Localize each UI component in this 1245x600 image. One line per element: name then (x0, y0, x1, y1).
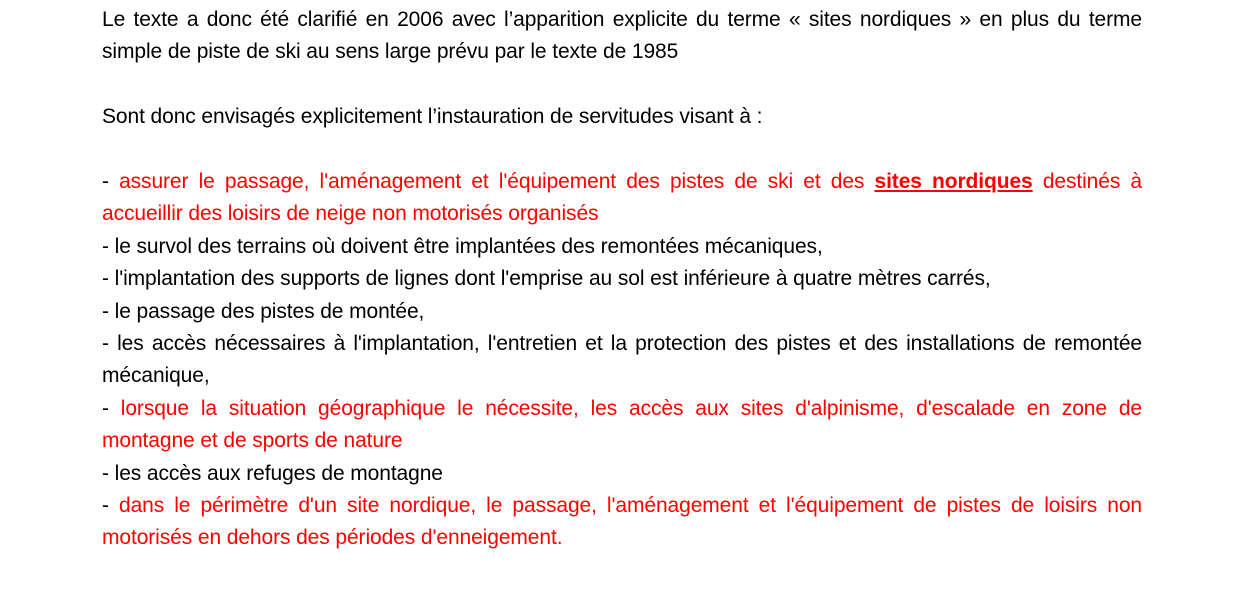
underlined-emphasis: sites nordiques (874, 170, 1033, 193)
lead-paragraph: Sont donc envisagés explicitement l’instauration de servitudes visant à : (102, 105, 763, 129)
paragraph-spacer (102, 134, 1142, 166)
document-body (102, 4, 1142, 555)
list-item-alpinism-access (102, 393, 1142, 458)
list-item: - le survol des terrains où doivent être implantées des remontées mécaniques, (102, 234, 823, 258)
highlighted-text: destinés à accueillir des loisirs de neige non motorisés organisés (102, 170, 1142, 226)
highlighted-text: lorsque la situation géographique le nécessite, les accès aux sites d'alpinisme, d'escalade en zone de montagne et de sports de nature (102, 396, 1142, 453)
list-item: - les accès aux refuges de montagne (102, 461, 443, 485)
list-item-nordic-site-perimeter (102, 490, 1142, 555)
list-dash: - (102, 494, 119, 518)
list-dash: - (102, 396, 121, 420)
list-dash: - (102, 170, 120, 193)
highlighted-text: dans le périmètre d'un site nordique, le passage, l'aménagement et l'équipement de pistes de loisirs non motorisés en dehors des périodes d'enneigement. (102, 494, 1142, 550)
list-item: - l'implantation des supports de lignes dont l'emprise au sol est inférieure à quatre mètres carrés, (102, 267, 991, 291)
paragraph-spacer (102, 69, 1142, 101)
intro-paragraph: Le texte a donc été clarifié en 2006 avec l’apparition explicite du terme « sites nordiques » en plus du terme simple de piste de ski au sens large prévu par le texte de 1985 (102, 8, 1142, 64)
highlighted-text: assurer le passage, l'aménagement et l'équipement des pistes de ski et des (119, 170, 875, 193)
list-item-nordic-sites (102, 166, 1142, 231)
list-item: - le passage des pistes de montée, (102, 299, 425, 323)
list-item: - les accès nécessaires à l'implantation, l'entretien et la protection des pistes et des installations de remontée mécanique, (102, 332, 1142, 388)
